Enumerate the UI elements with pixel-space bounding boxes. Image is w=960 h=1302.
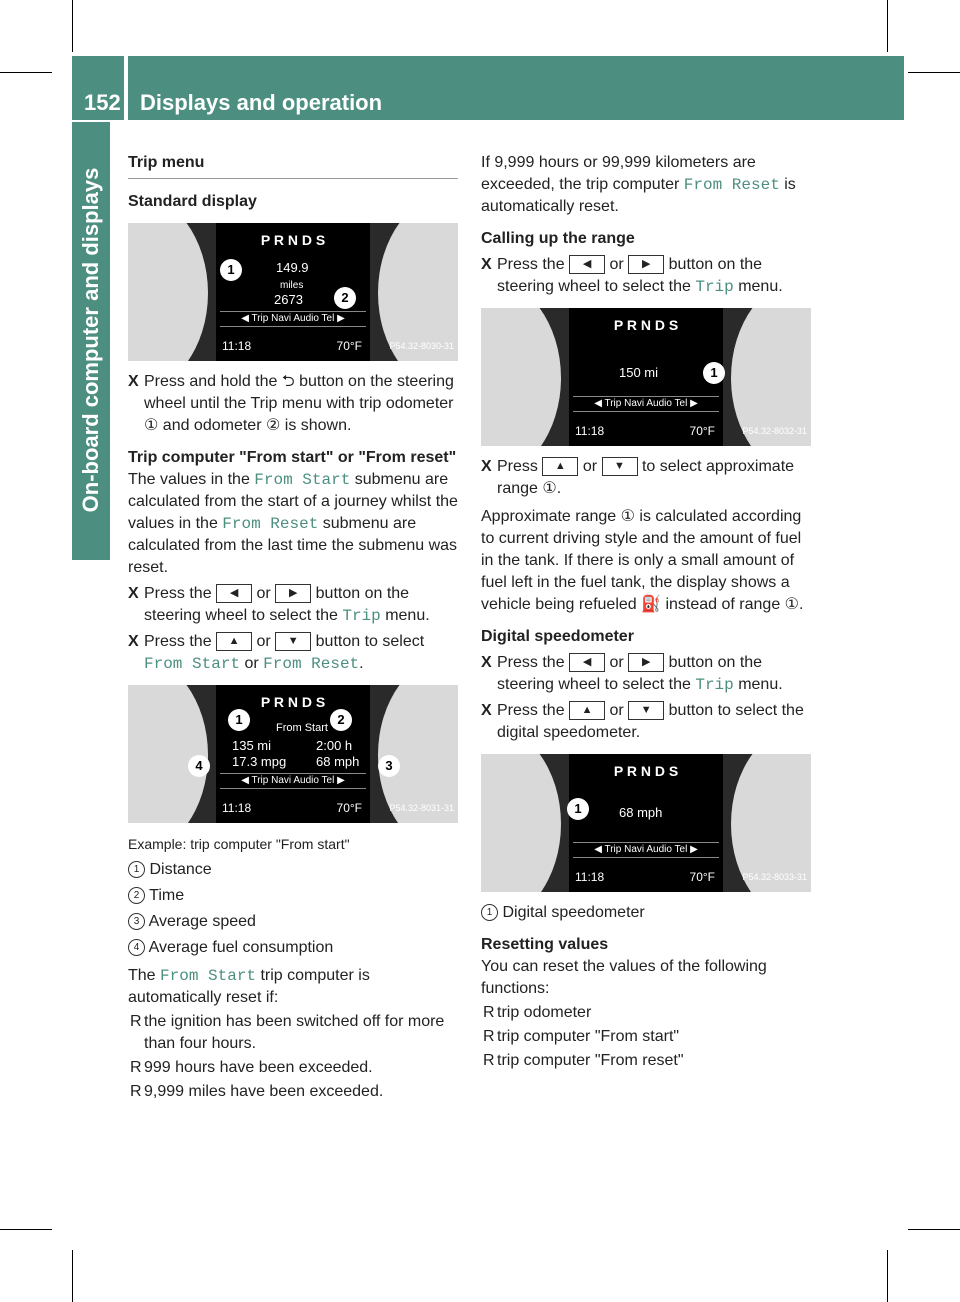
legend-item <box>128 937 458 959</box>
unit-label: miles <box>280 280 304 291</box>
code-from-start: From Start <box>254 471 351 489</box>
code-from-start: From Start <box>160 967 257 985</box>
text: to select approximate range ①. <box>497 458 795 497</box>
number-icon: 1 <box>128 861 145 878</box>
text: Press the <box>497 654 565 671</box>
text: trip computer is automatically reset if: <box>128 967 370 1006</box>
bullet-text: trip odometer <box>497 1004 592 1021</box>
text: menu. <box>733 676 783 693</box>
gear-indicator: P R N D S <box>613 317 679 333</box>
text: button to select the digital speedometer. <box>497 702 804 741</box>
text: or <box>609 702 624 719</box>
figure-range <box>481 308 811 446</box>
clock: 11:18 <box>222 339 252 353</box>
text: is automatically reset. <box>481 176 796 215</box>
left-gauge <box>128 685 208 823</box>
text: menu. <box>380 607 430 624</box>
paragraph <box>128 965 458 1009</box>
bullet-marker: R <box>483 1004 495 1021</box>
figure-speedometer <box>481 754 811 892</box>
text: button on the steering wheel to select the <box>497 654 763 693</box>
text: The values in the <box>128 471 255 488</box>
step-marker: X <box>128 585 139 602</box>
text: Press the <box>144 585 212 602</box>
legend-text: Average speed <box>148 913 256 930</box>
figure-caption: Example: trip computer "From start" <box>128 836 350 852</box>
temperature: 70°F <box>689 870 715 884</box>
clock: 11:18 <box>575 424 605 438</box>
legend-item <box>128 911 458 933</box>
bullet-text: trip computer "From start" <box>497 1028 680 1045</box>
bullet-text: 9,999 miles have been exceeded. <box>144 1083 384 1100</box>
figure-code: P54.32-8030-31 <box>389 341 454 351</box>
menu-bar: ◀ Trip Navi Audio Tel ▶ <box>220 311 366 327</box>
bullet-text: trip computer "From reset" <box>497 1052 684 1069</box>
up-arrow-key-icon: ▲ <box>216 632 252 651</box>
number-icon: 2 <box>128 887 145 904</box>
bullet <box>128 1057 458 1079</box>
crop-mark <box>72 1250 73 1302</box>
text: If 9,999 hours or 99,999 kilometers are exceeded, the trip computer <box>481 154 756 193</box>
text: submenu are calculated from the start of a journey whilst the values in the <box>128 471 458 532</box>
step <box>128 371 458 437</box>
text: or <box>256 633 271 650</box>
submenu-title: From Start <box>276 722 328 734</box>
crop-mark <box>0 72 52 73</box>
crop-mark <box>0 1229 52 1230</box>
text: Press the <box>144 633 212 650</box>
bullet-marker: R <box>483 1028 495 1045</box>
callout-1: 1 <box>567 798 589 820</box>
text: button on the steering wheel to select the <box>497 256 763 295</box>
code-trip: Trip <box>695 676 734 694</box>
step-marker: X <box>481 654 492 671</box>
page-number: 152 <box>84 90 121 115</box>
left-arrow-key-icon: ◀ <box>216 584 252 603</box>
temperature: 70°F <box>689 424 715 438</box>
text: button on the steering wheel to select the <box>144 585 410 624</box>
legend-item <box>481 902 811 924</box>
legend-text: Time <box>149 887 185 904</box>
callout-2: 2 <box>334 287 356 309</box>
range-value: 150 mi <box>619 365 659 380</box>
number-icon: 3 <box>128 913 145 930</box>
code-from-reset: From Reset <box>263 655 360 673</box>
status-row <box>222 335 362 357</box>
clock: 11:18 <box>575 870 605 884</box>
temperature: 70°F <box>336 801 362 815</box>
bullet <box>481 1002 811 1024</box>
gear-indicator: P R N D S <box>260 694 326 710</box>
crop-mark <box>887 0 888 52</box>
bullet-marker: R <box>130 1083 142 1100</box>
step-marker: X <box>481 702 492 719</box>
text: or <box>609 256 624 273</box>
up-arrow-key-icon: ▲ <box>542 457 578 476</box>
text: or <box>256 585 271 602</box>
left-gauge <box>481 308 561 446</box>
speed-value: 68 mph <box>619 805 663 820</box>
right-column <box>481 152 811 1074</box>
step-marker: X <box>481 256 492 273</box>
menu-bar: ◀ Trip Navi Audio Tel ▶ <box>220 773 366 789</box>
crop-mark <box>72 0 73 52</box>
crop-mark <box>887 1250 888 1302</box>
heading-trip-menu: Trip menu <box>128 152 458 179</box>
distance-value: 135 mi <box>232 738 272 753</box>
speed-value: 68 mph <box>316 754 360 769</box>
right-arrow-key-icon: ▶ <box>275 584 311 603</box>
side-tab-label: On-board computer and displays <box>78 167 103 513</box>
heading-standard-display: Standard display <box>128 193 257 210</box>
callout-1: 1 <box>228 709 250 731</box>
bullet-marker: R <box>130 1059 142 1076</box>
crop-mark <box>908 72 960 73</box>
menu-bar: ◀ Trip Navi Audio Tel ▶ <box>573 396 719 412</box>
figure-code: P54.32-8033-31 <box>742 872 807 882</box>
step <box>128 583 458 627</box>
text: or <box>582 458 598 475</box>
status-row <box>575 866 715 888</box>
bullet-text: 999 hours have been exceeded. <box>144 1059 373 1076</box>
mpg-value: 17.3 mpg <box>232 754 287 769</box>
callout-4: 4 <box>188 755 210 777</box>
display-screen <box>216 685 370 823</box>
callout-3: 3 <box>378 755 400 777</box>
legend-item <box>128 859 458 881</box>
trip-odometer-value: 149.9 <box>276 260 309 275</box>
legend-item <box>128 885 458 907</box>
code-trip: Trip <box>695 278 734 296</box>
menu-bar: ◀ Trip Navi Audio Tel ▶ <box>573 842 719 858</box>
text: Press <box>497 458 538 475</box>
left-arrow-key-icon: ◀ <box>569 255 605 274</box>
code-from-start: From Start <box>144 655 241 673</box>
code-trip: Trip <box>342 607 381 625</box>
text: menu. <box>733 278 783 295</box>
down-arrow-key-icon: ▼ <box>602 457 638 476</box>
down-arrow-key-icon: ▼ <box>275 632 311 651</box>
right-arrow-key-icon: ▶ <box>628 255 664 274</box>
right-arrow-key-icon: ▶ <box>628 653 664 672</box>
step-marker: X <box>481 458 492 475</box>
gear-indicator: P R N D S <box>613 763 679 779</box>
paragraph <box>481 152 811 218</box>
bullet <box>481 1026 811 1048</box>
left-column <box>128 152 458 1105</box>
status-row <box>575 420 715 442</box>
callout-1: 1 <box>703 362 725 384</box>
bullet-marker: R <box>130 1013 142 1030</box>
figure-code: P54.32-8032-31 <box>742 426 807 436</box>
code-from-reset: From Reset <box>683 176 780 194</box>
text: or <box>240 655 264 672</box>
bullet-text: the ignition has been switched off for more than four hours. <box>144 1013 445 1052</box>
step-text: Press and hold the ⮌ button on the steering wheel until the Trip menu with trip odometer ① and odometer ② is shown. <box>144 373 454 434</box>
step <box>481 700 811 744</box>
clock: 11:18 <box>222 801 252 815</box>
bullet <box>481 1050 811 1072</box>
paragraph: Approximate range ① is calculated according to current driving style and the amount of fuel in the tank. If there is only a small amount of fuel left in the fuel tank, the display shows a vehicle being refueled ⛽ instead of range ①. <box>481 508 804 613</box>
text: The <box>128 967 161 984</box>
bullet <box>128 1081 458 1103</box>
bullet-marker: R <box>483 1052 495 1069</box>
gear-indicator: P R N D S <box>260 232 326 248</box>
paragraph: You can reset the values of the following functions: <box>481 958 767 997</box>
legend-text: Distance <box>149 861 212 878</box>
callout-2: 2 <box>330 709 352 731</box>
figure-code: P54.32-8031-31 <box>389 803 454 813</box>
heading-digital-speedometer: Digital speedometer <box>481 628 634 645</box>
heading-trip-computer: Trip computer "From start" or "From reset" <box>128 449 457 466</box>
number-icon: 1 <box>481 904 498 921</box>
heading-range: Calling up the range <box>481 230 635 247</box>
step-marker: X <box>128 633 139 650</box>
text: Press the <box>497 256 565 273</box>
figure-standard-display <box>128 223 458 361</box>
number-icon: 4 <box>128 939 145 956</box>
heading-resetting-values: Resetting values <box>481 936 609 953</box>
left-gauge <box>128 223 208 361</box>
status-row <box>222 797 362 819</box>
up-arrow-key-icon: ▲ <box>569 701 605 720</box>
step <box>481 652 811 696</box>
step: X Press the ▲ or ▼ button to select From Start or From Reset. <box>128 633 425 673</box>
text: submenu are calculated from the last time the submenu was reset. <box>128 515 458 576</box>
temperature: 70°F <box>336 339 362 353</box>
step <box>481 456 811 500</box>
time-value: 2:00 h <box>316 738 353 753</box>
display-screen <box>569 754 723 892</box>
left-arrow-key-icon: ◀ <box>569 653 605 672</box>
crop-mark <box>908 1229 960 1230</box>
step <box>481 254 811 298</box>
text: button to select <box>315 633 425 650</box>
display-screen <box>569 308 723 446</box>
paragraph <box>128 469 458 579</box>
figure-from-start <box>128 685 458 823</box>
bullet <box>128 1011 458 1055</box>
down-arrow-key-icon: ▼ <box>628 701 664 720</box>
callout-1: 1 <box>220 259 242 281</box>
left-gauge <box>481 754 561 892</box>
section-title: Displays and operation <box>140 90 383 115</box>
odometer-value: 2673 <box>274 292 303 307</box>
legend-text: Digital speedometer <box>502 904 645 921</box>
text: Press the <box>497 702 565 719</box>
code-from-reset: From Reset <box>222 515 319 533</box>
step-marker: X <box>128 373 139 390</box>
text: or <box>609 654 624 671</box>
legend-text: Average fuel consumption <box>148 939 334 956</box>
